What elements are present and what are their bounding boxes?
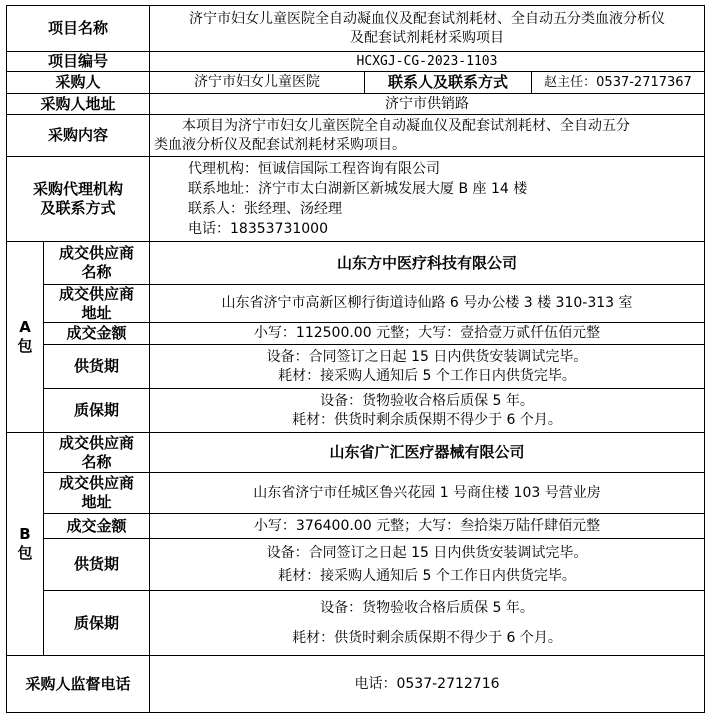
a-supplier-addr-label — [43, 284, 150, 323]
b-supplier-addr-label-line-1: 成交供应商 — [58, 474, 134, 492]
a-supplier-name-label-line-2: 名称 — [81, 263, 112, 281]
project-name-line-2: 及配套试剂耗材采购项目 — [350, 29, 504, 46]
supervision-phone: 电话：0537-2712716 — [149, 655, 705, 713]
package-b-char: 包 — [17, 544, 33, 562]
agency-phone: 电话：18353731000 — [188, 221, 328, 237]
b-warranty-equipment: 设备：货物验收合格后质保 5 年。 — [320, 600, 534, 616]
a-delivery-equipment: 设备：合同签订之日起 15 日内供货安装调试完毕。 — [266, 348, 588, 365]
agency-label-line-1: 采购代理机构 — [32, 180, 123, 198]
b-warranty — [149, 590, 705, 656]
b-delivery-equipment: 设备：合同签订之日起 15 日内供货安装调试完毕。 — [266, 544, 588, 561]
project-no-label: 项目编号 — [6, 51, 150, 72]
a-supplier-addr: 山东省济宁市高新区柳行街道诗仙路 6 号办公楼 3 楼 310-313 室 — [149, 284, 705, 323]
a-supplier-addr-label-line-1: 成交供应商 — [58, 284, 134, 303]
agency-contact: 联系人：张经理、汤经理 — [188, 201, 342, 217]
b-supplier-name-label — [43, 432, 150, 473]
a-delivery-consumables: 耗材：接采购人通知后 5 个工作日内供货完毕。 — [278, 367, 576, 384]
purchaser-value: 济宁市妇女儿童医院 — [149, 71, 365, 94]
content-value — [149, 114, 705, 157]
package-a-label — [6, 241, 44, 433]
project-no-value: HCXGJ-CG-2023-1103 — [149, 51, 705, 72]
agency-label — [6, 156, 150, 242]
b-warranty-label: 质保期 — [43, 590, 150, 656]
a-warranty-label: 质保期 — [43, 388, 150, 433]
content-line-1: 本项目为济宁市妇女儿童医院全自动凝血仪及配套试剂耗材、全自动五分 — [182, 118, 630, 134]
a-supplier-name-label — [43, 241, 150, 285]
package-b-label — [6, 432, 44, 656]
b-supplier-name: 山东省广汇医疗器械有限公司 — [149, 432, 705, 473]
b-supplier-name-label-line-2: 名称 — [81, 452, 112, 471]
b-amount-label: 成交金额 — [43, 513, 150, 539]
b-supplier-addr: 山东省济宁市任城区鲁兴花园 1 号商住楼 103 号营业房 — [149, 472, 705, 514]
agency-name: 代理机构：恒诚信国际工程咨询有限公司 — [188, 161, 440, 177]
agency-info — [149, 156, 705, 242]
agency-label-line-2: 及联系方式 — [40, 199, 116, 217]
a-delivery-label: 供货期 — [43, 344, 150, 389]
b-warranty-consumables: 耗材：供货时剩余质保期不得少于 6 个月。 — [292, 630, 562, 646]
b-delivery-label: 供货期 — [43, 538, 150, 591]
a-warranty — [149, 388, 705, 433]
a-supplier-addr-label-line-2: 地址 — [81, 303, 112, 322]
b-supplier-addr-label — [43, 472, 150, 514]
a-warranty-consumables: 耗材：供货时剩余质保期不得少于 6 个月。 — [292, 411, 562, 428]
contact-label: 联系人及联系方式 — [364, 71, 532, 94]
a-supplier-name: 山东方中医疗科技有限公司 — [149, 241, 705, 285]
purchaser-address-value: 济宁市供销路 — [149, 93, 705, 115]
a-amount-label: 成交金额 — [43, 322, 150, 345]
package-b-letter: B — [19, 525, 31, 543]
a-supplier-name-label-line-1: 成交供应商 — [58, 244, 134, 262]
project-name-line-1: 济宁市妇女儿童医院全自动凝血仪及配套试剂耗材、全自动五分类血液分析仪 — [189, 10, 665, 27]
package-a-char: 包 — [17, 337, 33, 355]
purchaser-label: 采购人 — [6, 71, 150, 94]
b-delivery — [149, 538, 705, 591]
a-delivery — [149, 344, 705, 389]
package-a-letter: A — [19, 318, 31, 336]
b-delivery-consumables: 耗材：接采购人通知后 5 个工作日内供货完毕。 — [278, 567, 576, 584]
content-label: 采购内容 — [6, 114, 150, 157]
b-amount: 小写：376400.00 元整；大写：叁拾柒万陆仟肆佰元整 — [149, 513, 705, 539]
a-amount: 小写：112500.00 元整；大写：壹拾壹万贰仟伍佰元整 — [149, 322, 705, 345]
contact-value: 赵主任：0537-2717367 — [531, 71, 705, 94]
a-warranty-equipment: 设备：货物验收合格后质保 5 年。 — [320, 392, 534, 409]
project-name-label: 项目名称 — [6, 5, 150, 52]
agency-address: 联系地址：济宁市太白湖新区新城发展大厦 B 座 14 楼 — [188, 181, 528, 197]
b-supplier-name-label-line-1: 成交供应商 — [58, 433, 134, 452]
b-supplier-addr-label-line-2: 地址 — [81, 493, 112, 511]
project-name-value — [149, 5, 705, 52]
supervision-label: 采购人监督电话 — [6, 655, 150, 713]
content-line-2: 类血液分析仪及配套试剂耗材采购项目。 — [154, 137, 406, 153]
purchaser-address-label: 采购人地址 — [6, 93, 150, 115]
